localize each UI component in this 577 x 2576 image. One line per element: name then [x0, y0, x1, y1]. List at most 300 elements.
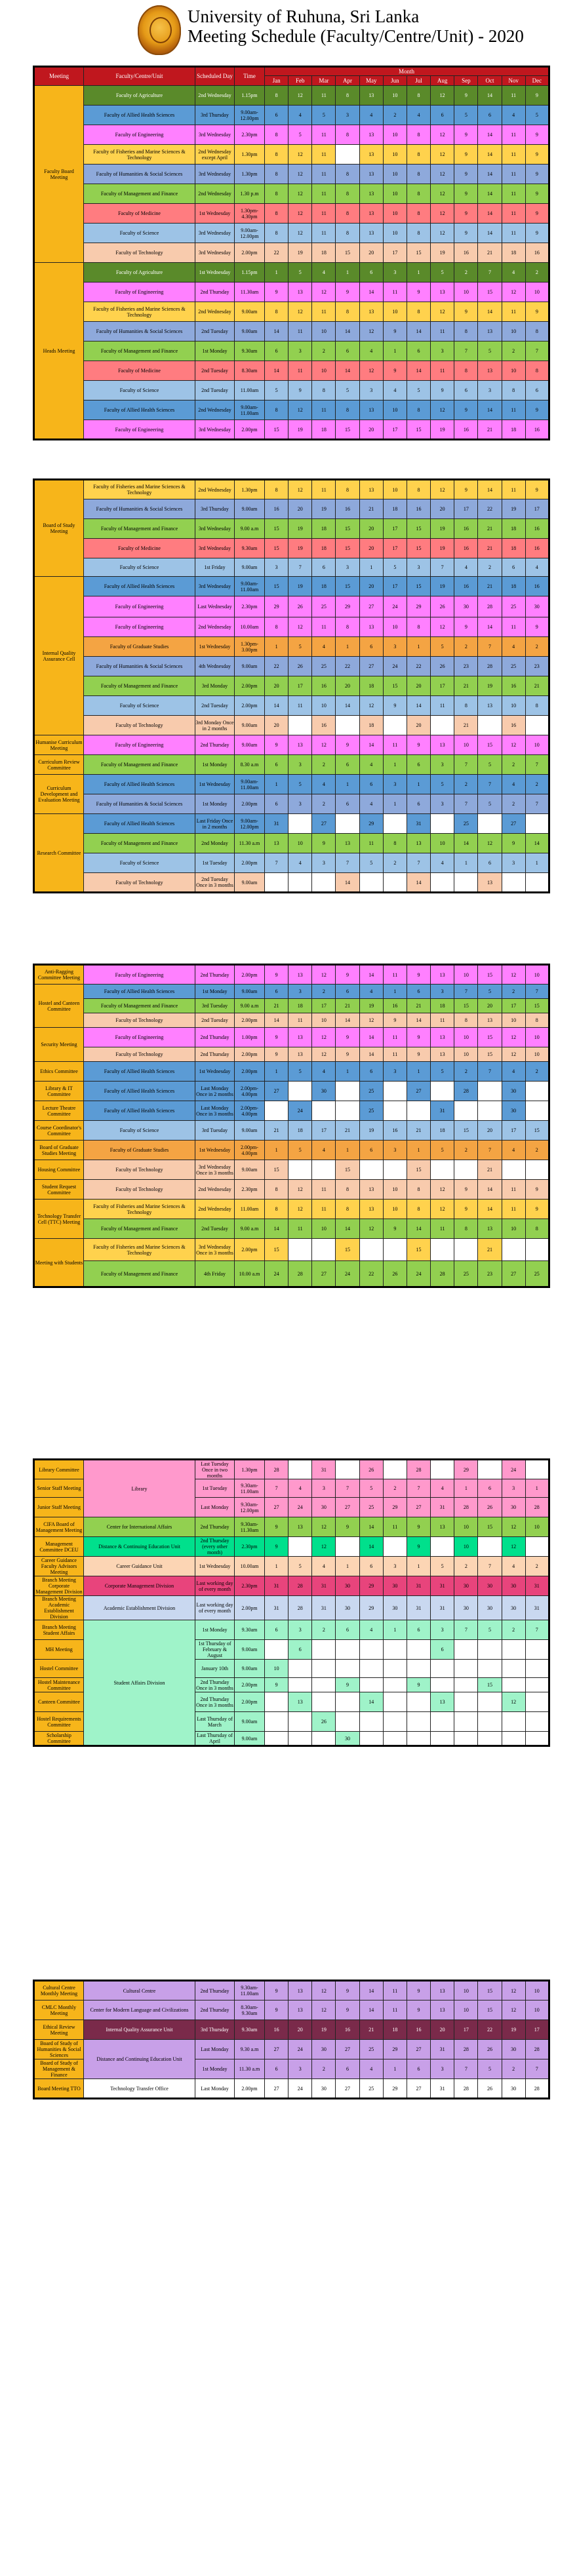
month-date-cell: 12 [502, 283, 525, 302]
month-date-cell: 10 [525, 965, 549, 985]
meeting-time: 9.00am [235, 499, 265, 519]
month-date-cell: 8 [407, 224, 430, 243]
meeting-name: Ethics Committee [34, 1062, 84, 1082]
month-date-cell: 3 [312, 1479, 336, 1498]
unit-name: Faculty of Management and Finance [84, 184, 195, 204]
table-row [34, 755, 549, 775]
month-date-cell: 3 [478, 381, 502, 400]
month-date-cell: 10 [383, 617, 407, 637]
month-date-cell [454, 1640, 478, 1660]
scheduled-day: 2nd Monday [195, 834, 235, 853]
meeting-time: 9.00am [235, 657, 265, 676]
month-date-cell: 2 [312, 794, 336, 814]
scheduled-day: Last Monday [195, 2079, 235, 2099]
month-date-cell: 15 [336, 1239, 359, 1261]
meeting-time: 2.30pm [235, 1537, 265, 1557]
month-date-cell [478, 1640, 502, 1660]
month-date-cell: 16 [312, 716, 336, 735]
month-date-cell: 30 [383, 1596, 407, 1620]
unit-name: Faculty of Humanities & Social Sciences [84, 322, 195, 342]
month-date-cell: 23 [525, 657, 549, 676]
month-date-cell: 30 [336, 1732, 359, 1746]
month-date-cell: 3 [502, 1479, 525, 1498]
month-date-cell: 1 [525, 853, 549, 873]
month-date-cell: 18 [431, 1121, 454, 1141]
month-date-cell: 3 [431, 2059, 454, 2079]
table-row [34, 519, 549, 539]
month-date-cell: 12 [288, 86, 312, 106]
month-date-cell [431, 1712, 454, 1732]
month-date-cell: 20 [359, 577, 383, 596]
month-date-cell: 28 [288, 1576, 312, 1596]
month-date-cell: 15 [407, 420, 430, 440]
meeting-name: Heads Meeting [34, 263, 84, 440]
month-date-cell: 1 [407, 1062, 430, 1082]
month-date-cell: 20 [359, 243, 383, 263]
month-date-cell: 16 [336, 499, 359, 519]
month-date-cell: 15 [265, 420, 288, 440]
month-date-cell: 14 [359, 965, 383, 985]
scheduled-day: 2nd Tuesday [195, 696, 235, 716]
month-date-cell: 6 [359, 1557, 383, 1576]
month-date-cell: 21 [359, 499, 383, 519]
month-date-cell [525, 716, 549, 735]
meeting-time: 2.30pm [235, 125, 265, 145]
month-date-cell [336, 1712, 359, 1732]
month-date-cell: 1 [407, 1557, 430, 1576]
month-date-cell: 11 [502, 302, 525, 322]
month-date-cell: 27 [265, 2040, 288, 2059]
month-date-cell: 9 [454, 145, 478, 165]
table-row [34, 165, 549, 184]
month-date-cell: 8 [336, 480, 359, 499]
month-date-cell: 4 [312, 1141, 336, 1160]
month-date-cell: 11 [383, 283, 407, 302]
month-date-cell: 19 [478, 676, 502, 696]
unit-name: Faculty of Science [84, 853, 195, 873]
month-date-cell [359, 1239, 383, 1261]
month-date-cell: 13 [359, 1200, 383, 1219]
table-row [34, 480, 549, 499]
month-date-cell: 7 [265, 853, 288, 873]
month-date-cell: 9 [336, 1047, 359, 1062]
month-date-cell [525, 1692, 549, 1712]
month-date-cell: 27 [407, 1498, 430, 1517]
meeting-time: 10.00am [235, 1557, 265, 1576]
month-date-cell: 4 [359, 1620, 383, 1640]
month-date-cell: 9 [454, 165, 478, 184]
month-date-cell: 14 [407, 361, 430, 381]
month-date-cell: 5 [478, 985, 502, 999]
month-date-cell: 19 [288, 243, 312, 263]
month-date-cell: 4 [288, 1479, 312, 1498]
month-date-cell: 30 [478, 1596, 502, 1620]
month-date-cell: 29 [359, 1576, 383, 1596]
month-date-cell: 2 [312, 755, 336, 775]
month-date-cell: 17 [502, 999, 525, 1013]
month-date-cell [288, 1460, 312, 1479]
scheduled-day: 2nd Thursday [195, 1981, 235, 2000]
month-date-cell: 15 [336, 577, 359, 596]
month-date-cell: 9 [265, 283, 288, 302]
meeting-time: 9.00am-12.00pm [235, 814, 265, 834]
month-date-cell: 17 [431, 676, 454, 696]
table-row [34, 2040, 549, 2059]
month-date-cell: 29 [265, 596, 288, 617]
meeting-time: 1.15pm [235, 263, 265, 283]
unit-name: Faculty of Allied Health Sciences [84, 400, 195, 420]
month-date-cell: 10 [265, 1660, 288, 1678]
scheduled-day: 3rd Monday [195, 676, 235, 696]
month-date-cell: 10 [312, 1219, 336, 1239]
month-date-cell: 8 [407, 165, 430, 184]
month-date-cell [431, 1732, 454, 1746]
month-date-cell: 11 [359, 834, 383, 853]
unit-name: Faculty of Technology [84, 1047, 195, 1062]
scheduled-day: 3rd Wednesday [195, 519, 235, 539]
month-date-cell: 9 [454, 224, 478, 243]
month-date-cell: 9 [525, 145, 549, 165]
month-date-cell: 23 [478, 1261, 502, 1287]
month-date-cell [454, 1732, 478, 1746]
scheduled-day: 3rd Wednesday [195, 125, 235, 145]
month-date-cell: 12 [502, 2000, 525, 2020]
month-date-cell: 16 [265, 499, 288, 519]
table-row [34, 1028, 549, 1047]
month-date-cell: 5 [359, 853, 383, 873]
month-date-cell [383, 1692, 407, 1712]
month-date-cell: 27 [407, 2079, 430, 2099]
month-date-cell: 4 [312, 263, 336, 283]
scheduled-day: Last Monday [195, 2040, 235, 2059]
month-date-cell: 25 [359, 2040, 383, 2059]
faculty-column-header: Faculty/Centre/Unit [84, 67, 195, 86]
month-date-cell [407, 1712, 430, 1732]
meeting-time: 2.00pm-4.00pm [235, 1101, 265, 1121]
meeting-time: 9.30 a.m [235, 2040, 265, 2059]
month-date-cell: 19 [288, 539, 312, 558]
month-date-cell: 14 [336, 696, 359, 716]
meeting-name: Canteen Committee [34, 1692, 84, 1712]
scheduled-day: 2nd Wednesday [195, 480, 235, 499]
month-date-cell: 14 [407, 873, 430, 893]
month-date-cell: 30 [312, 1082, 336, 1101]
month-date-cell: 25 [359, 1082, 383, 1101]
month-date-cell: 10 [525, 2000, 549, 2020]
month-date-cell [502, 1660, 525, 1678]
unit-name: Faculty of Engineering [84, 420, 195, 440]
month-date-cell: 5 [454, 106, 478, 125]
month-date-cell: 17 [312, 1121, 336, 1141]
month-date-cell: 24 [265, 1261, 288, 1287]
month-date-cell: 18 [383, 2020, 407, 2040]
month-date-cell: 11 [502, 400, 525, 420]
month-date-cell: 12 [312, 2000, 336, 2020]
month-date-cell: 14 [359, 1692, 383, 1712]
month-date-cell: 16 [525, 577, 549, 596]
month-date-cell [454, 873, 478, 893]
month-date-cell: 8 [265, 302, 288, 322]
month-date-cell: 16 [383, 1121, 407, 1141]
table-row [34, 853, 549, 873]
month-date-cell: 6 [265, 2059, 288, 2079]
month-date-cell: 2 [525, 263, 549, 283]
page-title [188, 7, 524, 46]
month-date-cell: 13 [359, 184, 383, 204]
unit-name: Faculty of Allied Health Sciences [84, 106, 195, 125]
month-date-cell: 15 [336, 539, 359, 558]
month-date-cell: 10 [525, 1517, 549, 1537]
table-row [34, 1141, 549, 1160]
meeting-name: Board Meeting TTO [34, 2079, 84, 2099]
month-date-cell: 12 [359, 1219, 383, 1239]
month-date-cell [478, 814, 502, 834]
month-date-cell [431, 1460, 454, 1479]
table-row [34, 381, 549, 400]
month-date-cell [454, 1101, 478, 1121]
month-date-cell: 9 [407, 283, 430, 302]
month-date-cell [407, 1640, 430, 1660]
meeting-time: 11.30 a.m [235, 834, 265, 853]
month-date-cell: 8 [525, 1219, 549, 1239]
month-date-cell: 9 [336, 1678, 359, 1692]
month-date-cell: 30 [502, 1101, 525, 1121]
month-date-cell: 3 [383, 263, 407, 283]
month-date-cell: 3 [288, 1620, 312, 1640]
month-date-cell: 9 [265, 1981, 288, 2000]
unit-name: Faculty of Technology [84, 716, 195, 735]
scheduled-day: 2nd Thursday [195, 1517, 235, 1537]
scheduled-day: 1st Tuesday [195, 853, 235, 873]
month-date-cell: 2 [502, 985, 525, 999]
month-date-cell: 21 [478, 243, 502, 263]
unit-name: Faculty of Fisheries and Marine Sciences & Technology [84, 480, 195, 499]
month-date-cell: 11 [312, 145, 336, 165]
scheduled-day: 2nd Tuesday [195, 322, 235, 342]
month-date-cell: 25 [525, 1261, 549, 1287]
month-date-cell: 14 [478, 184, 502, 204]
month-date-cell: 7 [454, 755, 478, 775]
meeting-time: 2.30pm [235, 1576, 265, 1596]
month-date-cell: 14 [359, 1047, 383, 1062]
month-date-cell: 15 [407, 519, 430, 539]
meeting-time: 10.00 a.m [235, 1261, 265, 1287]
month-date-cell: 13 [478, 1219, 502, 1239]
month-date-cell: 27 [312, 1261, 336, 1287]
month-date-cell [359, 1660, 383, 1678]
month-date-cell: 16 [407, 499, 430, 519]
month-date-cell: 19 [431, 577, 454, 596]
month-date-cell: 21 [478, 539, 502, 558]
month-date-cell: 11 [312, 1200, 336, 1219]
month-date-cell: 12 [478, 834, 502, 853]
month-date-cell: 10 [383, 1180, 407, 1200]
month-date-cell: 9 [407, 735, 430, 755]
month-date-cell [288, 716, 312, 735]
meeting-name: Hostel Requirements Committee [34, 1712, 84, 1732]
unit-name: Faculty of Management and Finance [84, 676, 195, 696]
month-date-cell: 9 [312, 834, 336, 853]
month-header: Aug [431, 76, 454, 86]
month-date-cell: 12 [502, 1981, 525, 2000]
month-date-cell: 12 [312, 735, 336, 755]
month-date-cell: 30 [383, 1576, 407, 1596]
month-date-cell: 16 [312, 676, 336, 696]
month-date-cell: 11 [431, 696, 454, 716]
month-date-cell [312, 873, 336, 893]
meeting-name: Curriculum Development and Evaluation Meeting [34, 775, 84, 814]
month-date-cell: 7 [525, 755, 549, 775]
month-date-cell: 19 [312, 499, 336, 519]
month-date-cell: 13 [288, 735, 312, 755]
month-date-cell [383, 873, 407, 893]
scheduled-day: 3rd Wednesday Once in 3 months [195, 1160, 235, 1180]
month-date-cell: 13 [431, 735, 454, 755]
meeting-time: 1.30 p.m [235, 184, 265, 204]
month-date-cell: 10 [454, 965, 478, 985]
meeting-time: 2.00pm-4.00pm [235, 1141, 265, 1160]
month-date-cell [525, 1678, 549, 1692]
month-date-cell [383, 1239, 407, 1261]
scheduled-day: 3rd Wednesday [195, 224, 235, 243]
month-date-cell [383, 814, 407, 834]
month-date-cell: 25 [502, 596, 525, 617]
month-date-cell [525, 1239, 549, 1261]
month-date-cell: 27 [336, 1498, 359, 1517]
month-date-cell: 31 [407, 814, 430, 834]
month-date-cell: 30 [525, 596, 549, 617]
month-date-cell: 9 [407, 1028, 430, 1047]
meeting-time: 9.30am-11.00am [235, 1981, 265, 2000]
month-date-cell [502, 1732, 525, 1746]
month-date-cell: 8 [336, 1180, 359, 1200]
month-date-cell: 1 [265, 1062, 288, 1082]
month-date-cell: 11 [312, 165, 336, 184]
month-date-cell: 2 [454, 1141, 478, 1160]
month-date-cell [383, 1678, 407, 1692]
month-date-cell [312, 1692, 336, 1712]
month-date-cell: 9 [454, 125, 478, 145]
schedule-section [33, 1458, 548, 1747]
month-date-cell: 11 [312, 617, 336, 637]
month-date-cell: 15 [478, 965, 502, 985]
scheduled-day: 3rd Monday Once in 2 months [195, 716, 235, 735]
month-date-cell: 10 [383, 1200, 407, 1219]
meeting-time: 9.00am-11.00am [235, 775, 265, 794]
month-date-cell: 20 [336, 676, 359, 696]
month-date-cell: 27 [359, 596, 383, 617]
unit-name: Faculty of Engineering [84, 1028, 195, 1047]
month-date-cell: 26 [359, 1460, 383, 1479]
month-date-cell: 10 [383, 86, 407, 106]
month-date-cell: 13 [288, 283, 312, 302]
table-row [34, 1517, 549, 1537]
month-date-cell: 29 [359, 814, 383, 834]
month-date-cell: 20 [265, 716, 288, 735]
schedule-section [33, 1980, 548, 2099]
month-date-cell: 8 [407, 1180, 430, 1200]
month-date-cell: 6 [336, 794, 359, 814]
month-date-cell: 14 [407, 322, 430, 342]
unit-name: Faculty of Allied Health Sciences [84, 775, 195, 794]
unit-name: Faculty of Management and Finance [84, 342, 195, 361]
month-date-cell: 7 [525, 2059, 549, 2079]
month-date-cell: 18 [312, 577, 336, 596]
month-date-cell [454, 1160, 478, 1180]
month-date-cell [312, 1239, 336, 1261]
month-date-cell: 26 [431, 596, 454, 617]
month-date-cell: 16 [265, 2020, 288, 2040]
meeting-name: Research Committee [34, 814, 84, 893]
month-date-cell: 19 [431, 519, 454, 539]
month-date-cell: 5 [336, 381, 359, 400]
month-date-cell: 2 [478, 558, 502, 577]
month-date-cell: 6 [431, 1640, 454, 1660]
month-date-cell: 10 [312, 696, 336, 716]
month-date-cell: 15 [336, 1160, 359, 1180]
meeting-name: Meeting with Students [34, 1239, 84, 1287]
table-row [34, 539, 549, 558]
month-date-cell: 19 [288, 577, 312, 596]
table-row [34, 1219, 549, 1239]
month-date-cell: 16 [454, 519, 478, 539]
month-date-cell: 10 [502, 361, 525, 381]
meeting-time: 9.00am-12.00pm [235, 224, 265, 243]
month-date-cell: 22 [265, 243, 288, 263]
month-date-cell: 16 [454, 577, 478, 596]
month-date-cell: 12 [502, 1692, 525, 1712]
table-row [34, 2020, 549, 2040]
month-date-cell: 10 [431, 834, 454, 853]
page-header [0, 3, 577, 59]
month-date-cell: 6 [336, 1620, 359, 1640]
month-date-cell: 12 [312, 1028, 336, 1047]
month-date-cell: 27 [407, 2040, 430, 2059]
meeting-time: 9.30am [235, 539, 265, 558]
month-date-cell: 24 [407, 1261, 430, 1287]
month-date-cell: 19 [502, 499, 525, 519]
month-date-cell: 11 [288, 1013, 312, 1028]
month-date-cell: 6 [265, 342, 288, 361]
month-date-cell: 3 [383, 775, 407, 794]
month-date-cell [312, 1101, 336, 1121]
month-date-cell: 5 [288, 1141, 312, 1160]
month-date-cell: 10 [383, 400, 407, 420]
month-date-cell: 27 [359, 657, 383, 676]
table-row [34, 2079, 549, 2099]
scheduled-day: 2nd Thursday [195, 735, 235, 755]
month-date-cell: 10 [383, 224, 407, 243]
month-date-cell: 21 [265, 1121, 288, 1141]
month-date-cell: 8 [502, 381, 525, 400]
month-date-cell: 1 [383, 2059, 407, 2079]
month-date-cell: 16 [407, 2020, 430, 2040]
month-date-cell: 10 [454, 1537, 478, 1557]
month-date-cell: 9 [336, 283, 359, 302]
month-date-cell: 2 [454, 637, 478, 657]
scheduled-day: Last working day of every month [195, 1596, 235, 1620]
month-date-cell: 13 [265, 834, 288, 853]
scheduled-day: 2nd Thursday Once in 3 months [195, 1692, 235, 1712]
month-date-cell [336, 1640, 359, 1660]
month-date-cell: 14 [478, 125, 502, 145]
month-date-cell [336, 1082, 359, 1101]
meeting-time: 9.00am-11.00am [235, 577, 265, 596]
month-date-cell: 12 [312, 965, 336, 985]
month-date-cell: 29 [383, 1498, 407, 1517]
month-date-cell: 29 [383, 2079, 407, 2099]
month-date-cell: 5 [431, 1141, 454, 1160]
